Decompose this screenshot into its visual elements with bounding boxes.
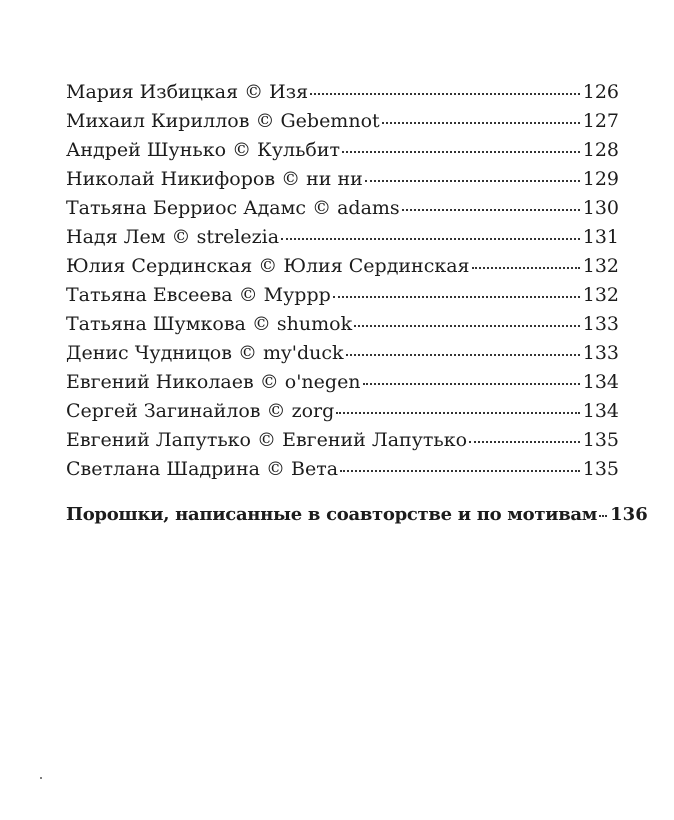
dot-leader xyxy=(469,441,580,443)
toc-entry-title: Евгений Лапутько © Евгений Лапутько xyxy=(66,429,468,451)
toc-entry-title: Михаил Кириллов © Gebemnot xyxy=(66,110,380,132)
toc-entry-title: Татьяна Шумкова © shumok xyxy=(66,313,353,335)
toc-entry-title: Евгений Николаев © o'negen xyxy=(66,371,361,393)
toc-entry-page: 133 xyxy=(582,342,619,364)
dot-leader xyxy=(336,412,579,414)
dot-leader xyxy=(281,238,580,240)
dot-leader xyxy=(346,354,580,356)
toc-entry xyxy=(66,281,619,310)
toc-entry xyxy=(66,78,619,107)
toc-entry-title: Мария Избицкая © Изя xyxy=(66,81,309,103)
dot-leader xyxy=(472,267,580,269)
dot-leader xyxy=(363,383,580,385)
toc-entry-page: 131 xyxy=(582,226,619,248)
toc-entry-title: Светлана Шадрина © Вета xyxy=(66,458,339,480)
toc-entry-title: Надя Лем © strelezia xyxy=(66,226,280,248)
toc-entry-page: 134 xyxy=(582,371,619,393)
toc-entry xyxy=(66,426,619,455)
toc-section xyxy=(66,500,648,529)
toc-entry-page: 129 xyxy=(582,168,619,190)
toc-section-page: 136 xyxy=(610,504,648,525)
toc-entry-page: 132 xyxy=(582,284,619,306)
toc-entry-title: Денис Чудницов © my'duck xyxy=(66,342,344,364)
toc-entry-page: 128 xyxy=(582,139,619,161)
toc-entry-page: 135 xyxy=(582,458,619,480)
dot-leader xyxy=(340,470,580,472)
dot-leader xyxy=(333,296,580,298)
toc-entry xyxy=(66,107,619,136)
toc-entry-title: Татьяна Евсеева © Мурpp xyxy=(66,284,331,306)
toc-entry-title: Андрей Шунько © Кульбит xyxy=(66,139,341,161)
toc-entry xyxy=(66,310,619,339)
toc-entry-page: 127 xyxy=(582,110,619,132)
dot-leader xyxy=(382,122,580,124)
toc-section-entry xyxy=(66,500,648,529)
dot-leader xyxy=(402,209,580,211)
toc-entry-title: Юлия Сердинская © Юлия Сердинская xyxy=(66,255,470,277)
toc-entry xyxy=(66,194,619,223)
toc-entry-title: Сергей Загинайлов © zorg xyxy=(66,400,335,422)
toc-entry xyxy=(66,339,619,368)
toc-entry xyxy=(66,368,619,397)
toc-entry xyxy=(66,223,619,252)
toc-entry-page: 130 xyxy=(582,197,619,219)
paper-speck xyxy=(40,777,42,779)
toc-entry xyxy=(66,165,619,194)
dot-leader xyxy=(310,93,580,95)
toc-entry xyxy=(66,252,619,281)
toc-list xyxy=(66,78,619,484)
toc-entry-page: 126 xyxy=(582,81,619,103)
toc-entry-page: 132 xyxy=(582,255,619,277)
dot-leader xyxy=(354,325,580,327)
toc-entry-page: 135 xyxy=(582,429,619,451)
toc-entry xyxy=(66,455,619,484)
toc-entry-page: 133 xyxy=(582,313,619,335)
toc-entry-title: Татьяна Берриос Адамс © adams xyxy=(66,197,400,219)
dot-leader xyxy=(342,151,580,153)
toc-entry-title: Николай Никифоров © ни ни xyxy=(66,168,363,190)
dot-leader xyxy=(365,180,580,182)
dot-leader xyxy=(599,515,607,517)
toc-section-title: Порошки, написанные в соавторстве и по мотивам xyxy=(66,504,598,525)
toc-entry xyxy=(66,136,619,165)
toc-entry-page: 134 xyxy=(582,400,619,422)
toc-entry xyxy=(66,397,619,426)
